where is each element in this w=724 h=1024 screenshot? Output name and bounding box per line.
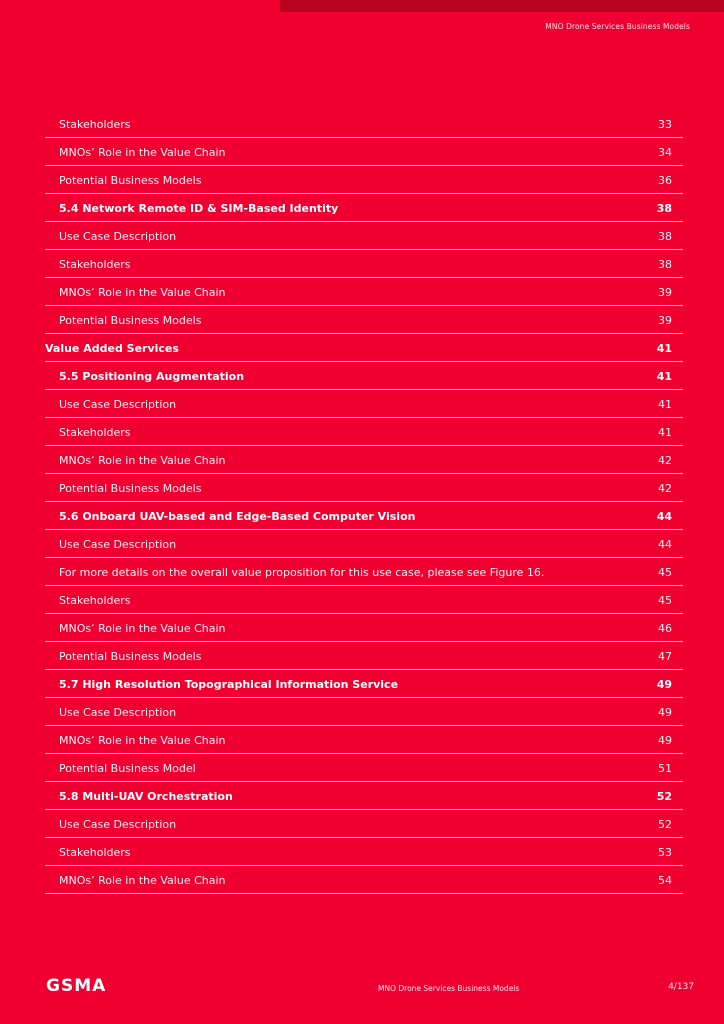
toc-entry-page-number[interactable]: 41 xyxy=(656,370,672,383)
toc-entry-label[interactable]: For more details on the overall value proposition for this use case, please see Figure 16. xyxy=(59,566,545,579)
toc-entry[interactable] xyxy=(45,138,683,166)
toc-entry[interactable] xyxy=(45,446,683,474)
toc-entry-page-number[interactable]: 44 xyxy=(656,510,672,523)
toc-entry-page-number[interactable]: 49 xyxy=(658,734,672,747)
gsma-logo: GSMA xyxy=(46,976,107,996)
toc-entry-page-number[interactable]: 45 xyxy=(658,566,672,579)
toc-entry-page-number[interactable]: 49 xyxy=(656,678,672,691)
toc-entry[interactable] xyxy=(45,306,683,334)
running-header-title: MNO Drone Services Business Models xyxy=(545,22,690,31)
toc-entry[interactable] xyxy=(45,110,683,138)
toc-entry-page-number[interactable]: 51 xyxy=(658,762,672,775)
toc-entry[interactable] xyxy=(45,474,683,502)
toc-entry-label[interactable]: Stakeholders xyxy=(59,846,131,859)
toc-entry-label[interactable]: MNOs’ Role in the Value Chain xyxy=(59,286,226,299)
toc-entry-page-number[interactable]: 39 xyxy=(658,314,672,327)
toc-entry-label[interactable]: Potential Business Model xyxy=(59,762,196,775)
toc-entry-page-number[interactable]: 45 xyxy=(658,594,672,607)
toc-entry-label[interactable]: Potential Business Models xyxy=(59,314,202,327)
toc-entry-label[interactable]: Use Case Description xyxy=(59,398,177,411)
toc-entry[interactable] xyxy=(45,866,683,894)
toc-entry-page-number[interactable]: 42 xyxy=(658,482,672,495)
toc-entry-page-number[interactable]: 53 xyxy=(658,846,672,859)
toc-entry[interactable] xyxy=(45,390,683,418)
toc-entry-label[interactable]: Use Case Description xyxy=(59,818,177,831)
toc-entry-page-number[interactable]: 44 xyxy=(658,538,672,551)
toc-entry-page-number[interactable]: 49 xyxy=(658,706,672,719)
toc-entry-page-number[interactable]: 46 xyxy=(658,622,672,635)
toc-entry-label[interactable]: MNOs’ Role in the Value Chain xyxy=(59,622,226,635)
toc-entry[interactable] xyxy=(45,782,683,810)
toc-entry-page-number[interactable]: 52 xyxy=(658,818,672,831)
toc-entry[interactable] xyxy=(45,418,683,446)
toc-entry-label[interactable]: MNOs’ Role in the Value Chain xyxy=(59,874,226,887)
toc-entry-label[interactable]: 5.6 Onboard UAV-based and Edge-Based Computer Vision xyxy=(59,510,416,523)
toc-entry[interactable] xyxy=(45,670,683,698)
toc-entry-label[interactable]: Stakeholders xyxy=(59,594,131,607)
footer-page-number: 4/137 xyxy=(668,982,694,992)
toc-entry[interactable] xyxy=(45,838,683,866)
toc-entry-page-number[interactable]: 42 xyxy=(658,454,672,467)
toc-entry[interactable] xyxy=(45,586,683,614)
toc-entry[interactable] xyxy=(45,194,683,222)
toc-entry-label[interactable]: 5.7 High Resolution Topographical Information Service xyxy=(59,678,399,691)
toc-entry-page-number[interactable]: 38 xyxy=(656,202,672,215)
toc-entry[interactable] xyxy=(45,502,683,530)
toc-entry-page-number[interactable]: 36 xyxy=(658,174,672,187)
toc-entry-page-number[interactable]: 39 xyxy=(658,286,672,299)
toc-entry-page-number[interactable]: 47 xyxy=(658,650,672,663)
footer-document-title: MNO Drone Services Business Models xyxy=(378,984,520,993)
top-accent-bar xyxy=(280,0,724,12)
toc-entry-page-number[interactable]: 41 xyxy=(658,426,672,439)
toc-entry-page-number[interactable]: 34 xyxy=(658,146,672,159)
toc-entry-label[interactable]: Use Case Description xyxy=(59,230,177,243)
toc-entry[interactable] xyxy=(45,250,683,278)
toc-entry-page-number[interactable]: 33 xyxy=(658,118,672,131)
toc-entry-page-number[interactable]: 38 xyxy=(658,258,672,271)
toc-entry-page-number[interactable]: 52 xyxy=(656,790,672,803)
toc-entry-label[interactable]: Value Added Services xyxy=(45,342,179,355)
toc-entry[interactable] xyxy=(45,530,683,558)
toc-entry-page-number[interactable]: 41 xyxy=(658,398,672,411)
toc-entry[interactable] xyxy=(45,810,683,838)
toc-entry[interactable] xyxy=(45,362,683,390)
toc-entry-label[interactable]: Stakeholders xyxy=(59,258,131,271)
toc-entry-page-number[interactable]: 41 xyxy=(656,342,672,355)
toc-entry-label[interactable]: 5.4 Network Remote ID & SIM-Based Identity xyxy=(59,202,339,215)
toc-entry-label[interactable]: MNOs’ Role in the Value Chain xyxy=(59,734,226,747)
toc-entry-label[interactable]: Stakeholders xyxy=(59,426,131,439)
toc-entry-label[interactable]: MNOs’ Role in the Value Chain xyxy=(59,454,226,467)
toc-entry-label[interactable]: 5.5 Positioning Augmentation xyxy=(59,370,245,383)
toc-entry-label[interactable]: MNOs’ Role in the Value Chain xyxy=(59,146,226,159)
toc-entry-label[interactable]: 5.8 Multi-UAV Orchestration xyxy=(59,790,233,803)
toc-entry[interactable] xyxy=(45,334,683,362)
toc-entry-page-number[interactable]: 38 xyxy=(658,230,672,243)
toc-entry[interactable] xyxy=(45,278,683,306)
toc-entry[interactable] xyxy=(45,726,683,754)
toc-entry-label[interactable]: Stakeholders xyxy=(59,118,131,131)
table-of-contents xyxy=(45,110,683,894)
toc-entry[interactable] xyxy=(45,558,683,586)
toc-entry-label[interactable]: Potential Business Models xyxy=(59,482,202,495)
toc-entry-label[interactable]: Potential Business Models xyxy=(59,174,202,187)
toc-entry[interactable] xyxy=(45,166,683,194)
toc-entry[interactable] xyxy=(45,698,683,726)
toc-entry[interactable] xyxy=(45,642,683,670)
toc-entry-label[interactable]: Use Case Description xyxy=(59,706,177,719)
toc-entry[interactable] xyxy=(45,614,683,642)
toc-entry-label[interactable]: Potential Business Models xyxy=(59,650,202,663)
toc-entry-label[interactable]: Use Case Description xyxy=(59,538,177,551)
toc-entry[interactable] xyxy=(45,222,683,250)
toc-entry[interactable] xyxy=(45,754,683,782)
toc-entry-page-number[interactable]: 54 xyxy=(658,874,672,887)
